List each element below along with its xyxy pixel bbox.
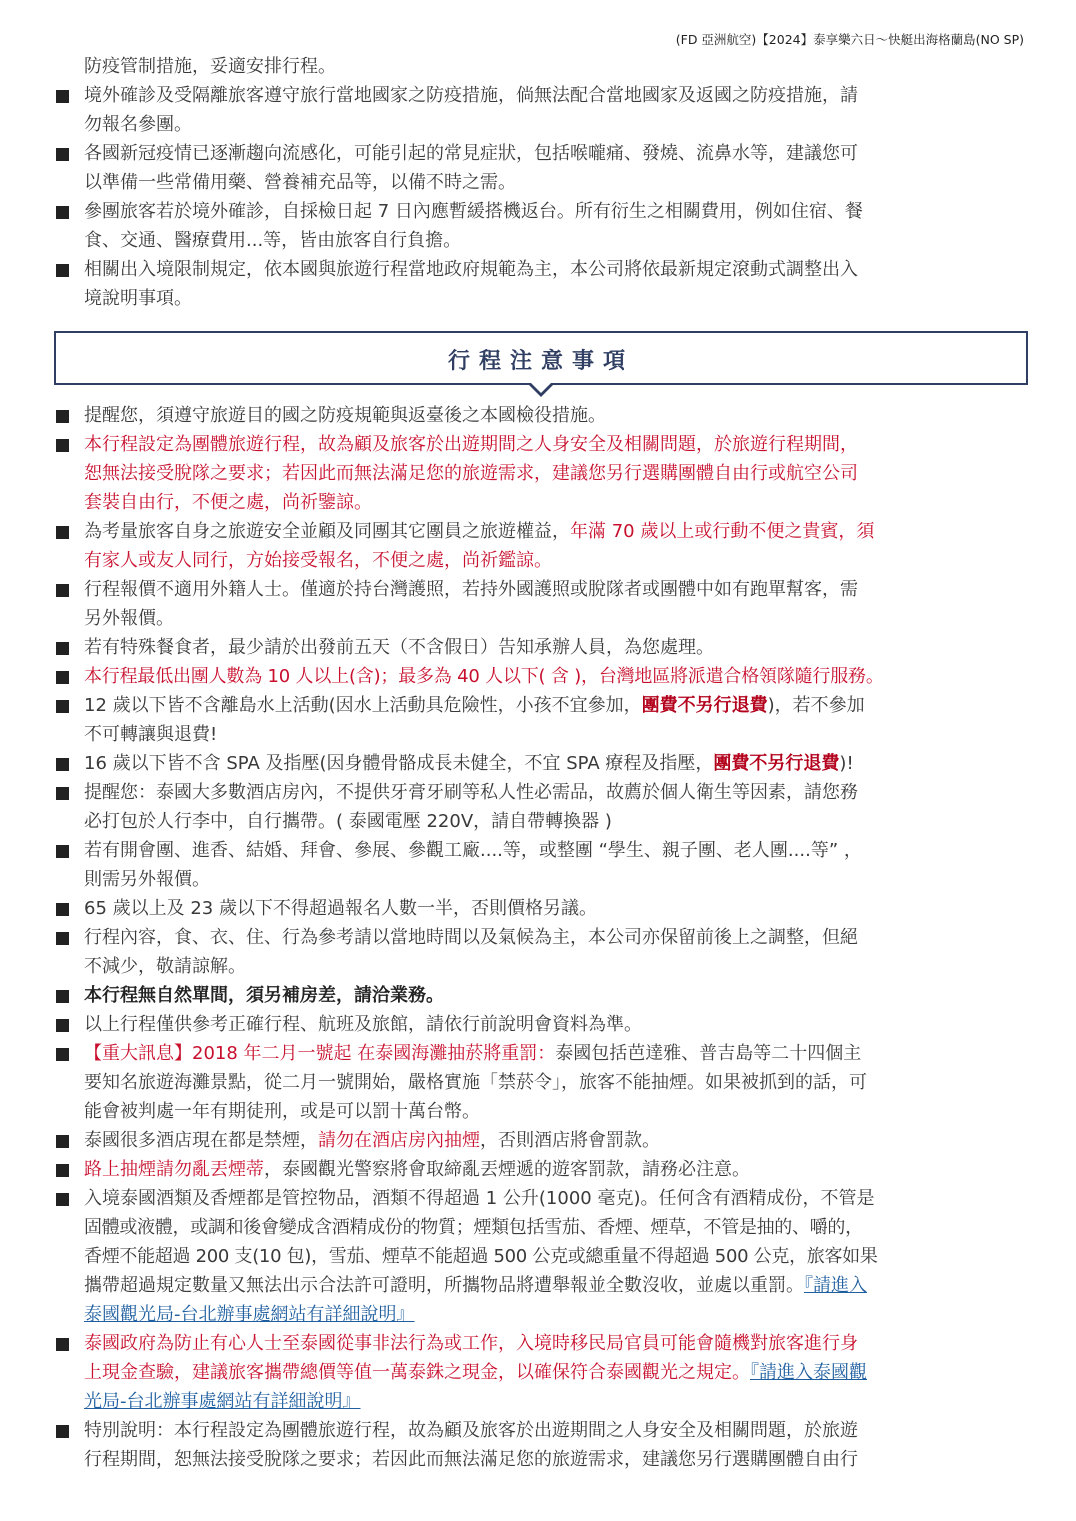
- top-section: [54, 52, 1028, 313]
- text-line: 食、交通、醫療費用...等，皆由旅客自行負擔。: [84, 230, 462, 251]
- list-item: [54, 749, 1028, 778]
- bullet-square-icon: [54, 778, 84, 807]
- text-line: 境說明事項。: [84, 288, 192, 309]
- text-line: 恕無法接受脫隊之要求；若因此而無法滿足您的旅遊需求，建議您另行選購團體自由行或航空公司: [84, 463, 858, 484]
- bullet-square-icon: [54, 1416, 84, 1445]
- list-item: [54, 1126, 1028, 1155]
- section-header-box: [54, 331, 1028, 385]
- text-line: 本行程無自然單間，須另補房差，請洽業務。: [84, 985, 444, 1006]
- list-item: [54, 981, 1028, 1010]
- text-line: 要知名旅遊海灘景點，從二月一號開始，嚴格實施「禁菸令」，旅客不能抽煙。如果被抓到的話，可: [84, 1072, 867, 1093]
- bullet-square-icon: [54, 894, 84, 923]
- bullet-square-icon: [54, 691, 84, 720]
- tourism-office-link[interactable]: 泰國觀光局-台北辦事處網站有詳細說明』: [84, 1304, 415, 1325]
- text-line: 套裝自由行，不便之處，尚祈鑒諒。: [84, 492, 372, 513]
- list-item: [54, 633, 1028, 662]
- list-item: [54, 662, 1028, 691]
- text-line: 提醒您，須遵守旅遊目的國之防疫規範與返臺後之本國檢役措施。: [84, 405, 606, 426]
- text-line: 不可轉讓與退費!: [84, 724, 218, 745]
- text-line: 若有開會團、進香、結婚、拜會、參展、參觀工廠....等，或整團 “學生、親子團、老人團....等” ，: [84, 840, 862, 861]
- bullet-square-icon: [54, 981, 84, 1010]
- list-item: [54, 197, 1028, 255]
- highlight-text: 團費不另行退費: [713, 753, 840, 774]
- bullet-square-icon: [54, 575, 84, 604]
- text-line: 行程期間，恕無法接受脫隊之要求；若因此而無法滿足您的旅遊需求，建議您另行選購團體自由行: [84, 1449, 858, 1470]
- notes-list: [54, 401, 1028, 1474]
- bullet-square-icon: [54, 517, 84, 546]
- bullet-square-icon: [54, 81, 84, 110]
- text-segment: 12 歲以下皆不含離島水上活動(因水上活動具危險性，小孩不宜參加，: [84, 695, 642, 716]
- text-line: 行程報價不適用外籍人士。僅適於持台灣護照，若持外國護照或脫隊者或團體中如有跑單幫客，需: [84, 579, 858, 600]
- bullet-square-icon: [54, 662, 84, 691]
- text-segment: )，若不參加: [767, 695, 865, 716]
- text-line: 必打包於人行李中，自行攜帶。( 泰國電壓 220V，請自帶轉換器 ): [84, 811, 612, 832]
- highlight-text: 團費不另行退費: [641, 695, 768, 716]
- highlight-text: 路上抽煙請勿亂丟煙蒂: [84, 1159, 264, 1180]
- text-line: 若有特殊餐食者，最少請於出發前五天（不含假日）告知承辦人員，為您處理。: [84, 637, 714, 658]
- text-segment: 攜帶超過規定數量又無法出示合法許可證明，所攜物品將遭舉報並全數沒收，並處以重罰。: [84, 1275, 804, 1296]
- list-item: [54, 923, 1028, 981]
- highlight-text: 請勿在酒店房內抽煙: [318, 1130, 480, 1151]
- bullet-square-icon: [54, 255, 84, 284]
- text-line: 特別說明：本行程設定為團體旅遊行程，故為顧及旅客於出遊期間之人身安全及相關問題，於旅遊: [84, 1420, 858, 1441]
- text-line: 則需另外報價。: [84, 869, 210, 890]
- text-segment: 泰國包括芭達雅、普吉島等二十四個主: [555, 1043, 862, 1064]
- text-line: 本行程設定為團體旅遊行程，故為顧及旅客於出遊期間之人身安全及相關問題，於旅遊行程期間，: [84, 434, 858, 455]
- text-line: 另外報價。: [84, 608, 174, 629]
- bullet-square-icon: [54, 1155, 84, 1184]
- bullet-square-icon: [54, 139, 84, 168]
- text-line: 行程內容，食、衣、住、行為參考請以當地時間以及氣候為主，本公司亦保留前後上之調整，但絕: [84, 927, 858, 948]
- tourism-office-link[interactable]: 『請進入泰國觀: [750, 1362, 867, 1383]
- list-item: [54, 430, 1028, 517]
- list-item: [54, 81, 1028, 139]
- section-title: 行程注意事項: [447, 348, 634, 374]
- bullet-square-icon: [54, 197, 84, 226]
- text-segment: ，否則酒店將會罰款。: [480, 1130, 660, 1151]
- text-line: 各國新冠疫情已逐漸趨向流感化，可能引起的常見症狀，包括喉嚨痛、發燒、流鼻水等，建議您可: [84, 143, 858, 164]
- list-item: [54, 778, 1028, 836]
- bullet-square-icon: [54, 1010, 84, 1039]
- text-segment: 16 歲以下皆不含 SPA 及指壓(因身體骨骼成長未健全，不宜 SPA 療程及指壓，: [84, 753, 714, 774]
- text-line: 65 歲以上及 23 歲以下不得超過報名人數一半，否則價格另議。: [84, 898, 597, 919]
- list-item: [54, 1416, 1028, 1474]
- highlight-text: 年滿 70 歲以上或行動不便之貴賓，須: [570, 521, 875, 542]
- list-item: [54, 1155, 1028, 1184]
- bullet-square-icon: [54, 1126, 84, 1155]
- bullet-square-icon: [54, 1039, 84, 1068]
- bullet-square-icon: [54, 1329, 84, 1358]
- text-line: 不減少，敬請諒解。: [84, 956, 246, 977]
- bullet-square-icon: [54, 923, 84, 952]
- tourism-office-link[interactable]: 『請進入: [804, 1275, 867, 1296]
- highlight-text: 【重大訊息】2018 年二月一號起 在泰國海灘抽菸將重罰：: [84, 1043, 556, 1064]
- text-line: 香煙不能超過 200 支(10 包)，雪茄、煙草不能超過 500 公克或總重量不得超過 500 公克，旅客如果: [84, 1246, 878, 1267]
- document-header: (FD 亞洲航空)【2024】泰享樂六日～快艇出海格蘭島(NO SP): [675, 32, 1024, 47]
- text-line: 以上行程僅供參考正確行程、航班及旅館，請依行前說明會資料為準。: [84, 1014, 642, 1035]
- bullet-square-icon: [54, 1184, 84, 1213]
- document-body: [54, 52, 1028, 1474]
- list-item: [54, 1010, 1028, 1039]
- text-line: 提醒您：泰國大多數酒店房內，不提供牙膏牙刷等私人性必需品，故薦於個人衛生等因素，請您務: [84, 782, 858, 803]
- tourism-office-link[interactable]: 光局-台北辦事處網站有詳細說明』: [84, 1391, 361, 1412]
- text-line: 入境泰國酒類及香煙都是管控物品，酒類不得超過 1 公升(1000 毫克)。任何含有酒精成份，不管是: [84, 1188, 875, 1209]
- list-item: [54, 575, 1028, 633]
- text-segment: 泰國很多酒店現在都是禁煙，: [84, 1130, 318, 1151]
- text-line: 能會被判處一年有期徒刑，或是可以罰十萬台幣。: [84, 1101, 480, 1122]
- list-item: [54, 1184, 1028, 1329]
- text-segment: 上現金查驗，建議旅客攜帶總價等值一萬泰銖之現金，以確保符合泰國觀光之規定。: [84, 1362, 750, 1383]
- bullet-square-icon: [54, 633, 84, 662]
- list-item: [54, 1039, 1028, 1126]
- text-line: 固體或液體，或調和後會變成含酒精成份的物質；煙類包括雪茄、香煙、煙草，不管是抽的、嚼的，: [84, 1217, 863, 1238]
- intro-line: 防疫管制措施，妥適安排行程。: [84, 56, 336, 77]
- list-item: [54, 691, 1028, 749]
- bullet-square-icon: [54, 430, 84, 459]
- text-line: 境外確診及受隔離旅客遵守旅行當地國家之防疫措施，倘無法配合當地國家及返國之防疫措施，請: [84, 85, 858, 106]
- text-segment: ，泰國觀光警察將會取締亂丟煙遞的遊客罰款，請務必注意。: [264, 1159, 750, 1180]
- section-pointer-fill: [530, 382, 552, 393]
- bullet-square-icon: [54, 836, 84, 865]
- bullet-square-icon: [54, 749, 84, 778]
- list-item: [54, 401, 1028, 430]
- list-item: [54, 517, 1028, 575]
- text-line: 勿報名參團。: [84, 114, 192, 135]
- list-item: [54, 139, 1028, 197]
- text-line: 本行程最低出團人數為 10 人以上(含)；最多為 40 人以下( 含 )，台灣地區將派遣合格領隊隨行服務。: [84, 666, 884, 687]
- text-line: 參團旅客若於境外確診，自採檢日起 7 日內應暫緩搭機返台。所有衍生之相關費用，例如住宿、餐: [84, 201, 863, 222]
- text-segment: 為考量旅客自身之旅遊安全並顧及同團其它團員之旅遊權益，: [84, 521, 570, 542]
- text-line: 相關出入境限制規定，依本國與旅遊行程當地政府規範為主，本公司將依最新規定滾動式調整出入: [84, 259, 858, 280]
- text-line: 有家人或友人同行，方始接受報名，不便之處，尚祈鑑諒。: [84, 550, 552, 571]
- list-item: [54, 1329, 1028, 1416]
- text-segment: )!: [839, 753, 854, 774]
- text-line: 以準備一些常備用藥、營養補充品等，以備不時之需。: [84, 172, 516, 193]
- list-item: [54, 255, 1028, 313]
- list-item: [54, 894, 1028, 923]
- bullet-square-icon: [54, 401, 84, 430]
- list-item: [54, 836, 1028, 894]
- text-line: 泰國政府為防止有心人士至泰國從事非法行為或工作，入境時移民局官員可能會隨機對旅客進行身: [84, 1333, 858, 1354]
